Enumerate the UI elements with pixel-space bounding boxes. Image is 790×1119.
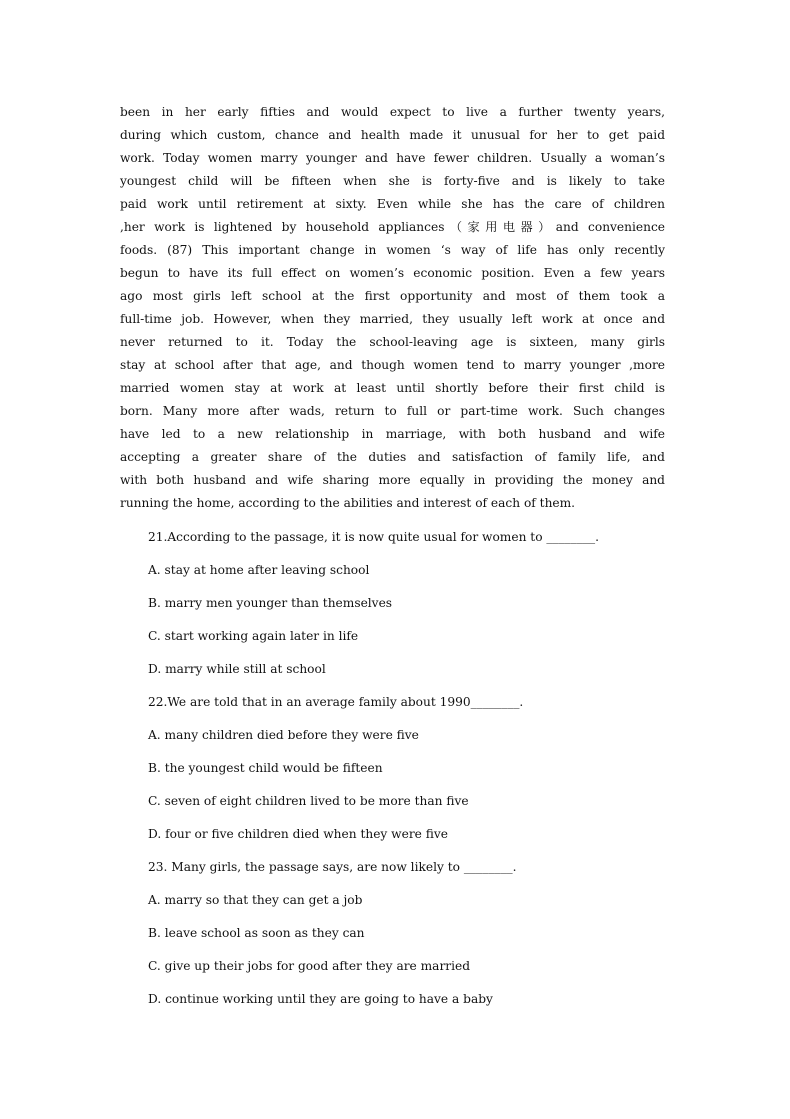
question-stem: 22.We are told that in an average family about 1990________. [148, 695, 524, 709]
passage-line: married women stay at work at least until shortly before their first child is [120, 381, 665, 395]
answer-option-d: D. four or five children died when they were five [148, 827, 448, 841]
passage-line: with both husband and wife sharing more equally in providing the money and [120, 473, 665, 487]
passage-line: ,her work is lightened by household appliances（家用电器）and convenience [120, 220, 665, 234]
answer-option-d: D. continue working until they are going to have a baby [148, 992, 493, 1006]
passage-line: running the home, according to the abilities and interest of each of them. [120, 496, 576, 510]
reading-passage [120, 101, 665, 515]
passage-line: born. Many more after wads, return to full or part-time work. Such changes [120, 404, 665, 418]
answer-option-a: A. marry so that they can get a job [148, 893, 363, 907]
passage-line: work. Today women marry younger and have fewer children. Usually a woman’s [120, 151, 665, 165]
passage-line: have led to a new relationship in marriage, with both husband and wife [120, 427, 665, 441]
question-stem: 23. Many girls, the passage says, are now likely to ________. [148, 860, 517, 874]
passage-line: paid work until retirement at sixty. Even while she has the care of children [120, 197, 665, 211]
answer-option-d: D. marry while still at school [148, 662, 326, 676]
passage-line: never returned to it. Today the school-leaving age is sixteen, many girls [120, 335, 665, 349]
question-stem: 21.According to the passage, it is now quite usual for women to ________. [148, 530, 600, 544]
answer-option-a: A. stay at home after leaving school [148, 563, 370, 577]
passage-line: foods. (87) This important change in women ‘s way of life has only recently [120, 243, 665, 257]
passage-line: accepting a greater share of the duties and satisfaction of family life, and [120, 450, 665, 464]
passage-line: youngest child will be fifteen when she is forty-five and is likely to take [120, 174, 665, 188]
passage-line: during which custom, chance and health made it unusual for her to get paid [120, 128, 665, 142]
question-21 [148, 525, 668, 690]
passage-line: been in her early fifties and would expect to live a further twenty years, [120, 105, 665, 119]
answer-option-b: B. leave school as soon as they can [148, 926, 365, 940]
passage-line: begun to have its full effect on women’s economic position. Even a few years [120, 266, 665, 280]
answer-option-a: A. many children died before they were five [148, 728, 419, 742]
answer-option-c: C. start working again later in life [148, 629, 359, 643]
answer-option-c: C. seven of eight children lived to be more than five [148, 794, 469, 808]
question-list [148, 525, 668, 1020]
answer-option-b: B. marry men younger than themselves [148, 596, 393, 610]
question-23 [148, 855, 668, 1020]
question-22 [148, 690, 668, 855]
passage-line: full-time job. However, when they married, they usually left work at once and [120, 312, 665, 326]
answer-option-c: C. give up their jobs for good after they are married [148, 959, 471, 973]
passage-line: stay at school after that age, and though women tend to marry younger ,more [120, 358, 665, 372]
passage-line: ago most girls left school at the first opportunity and most of them took a [120, 289, 665, 303]
answer-option-b: B. the youngest child would be fifteen [148, 761, 383, 775]
